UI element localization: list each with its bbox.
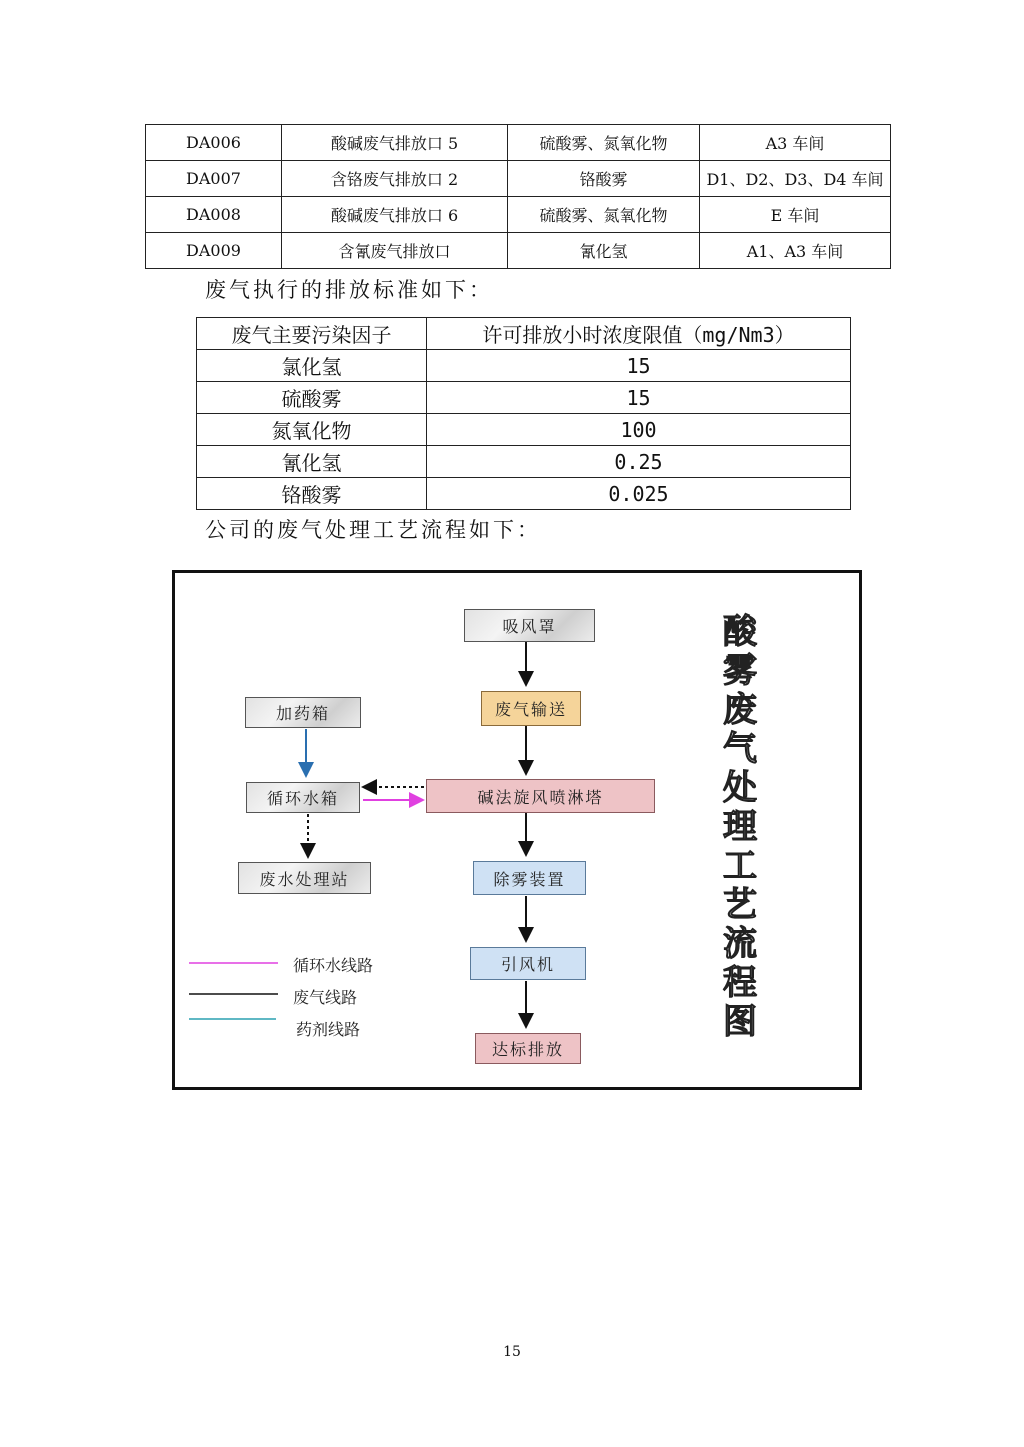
outlet-name: 酸碱废气排放口 5 (282, 125, 508, 161)
outlet-pollutant: 硫酸雾、氮氧化物 (508, 197, 700, 233)
pollutant-name: 氮氧化物 (197, 414, 427, 446)
table-header-row (197, 318, 851, 350)
outlet-code: DA009 (146, 233, 282, 269)
dosing-tank-box: 加药箱 (245, 697, 361, 728)
limit-value: 100 (427, 414, 851, 446)
outlet-pollutant: 硫酸雾、氮氧化物 (508, 125, 700, 161)
outlet-workshop: D1、D2、D3、D4 车间 (700, 161, 891, 197)
legend-label-reagent: 药剂线路 (296, 1020, 361, 1039)
acid-mist-process-flow-diagram (172, 570, 862, 1090)
outlet-code: DA006 (146, 125, 282, 161)
outlet-pollutant: 铬酸雾 (508, 161, 700, 197)
title-char: 艺 (723, 885, 757, 925)
standards-table (196, 317, 851, 510)
limit-value: 0.25 (427, 446, 851, 478)
outlet-pollutant: 氰化氢 (508, 233, 700, 269)
header-limit: 许可排放小时浓度限值（mg/Nm3） (427, 318, 851, 350)
title-char: 废 (723, 690, 757, 730)
outlet-code: DA008 (146, 197, 282, 233)
header-pollutant: 废气主要污染因子 (197, 318, 427, 350)
induced-fan-box: 引风机 (470, 947, 586, 980)
outlet-name: 含氰废气排放口 (282, 233, 508, 269)
outlets-table (145, 124, 891, 269)
scrubber-tower-box: 碱法旋风喷淋塔 (426, 779, 655, 813)
outlet-workshop: E 车间 (700, 197, 891, 233)
outlet-name: 酸碱废气排放口 6 (282, 197, 508, 233)
outlet-code: DA007 (146, 161, 282, 197)
table-row (146, 197, 891, 233)
title-char: 酸 (723, 612, 757, 652)
table-row (146, 161, 891, 197)
pollutant-name: 硫酸雾 (197, 382, 427, 414)
table-row (197, 446, 851, 478)
title-char: 雾 (723, 651, 757, 691)
page-number: 15 (503, 1344, 521, 1360)
limit-value: 0.025 (427, 478, 851, 510)
limit-value: 15 (427, 350, 851, 382)
circulation-tank-box: 循环水箱 (246, 782, 360, 813)
demister-box: 除雾装置 (473, 861, 586, 895)
table-row (197, 478, 851, 510)
title-char: 工 (723, 846, 757, 886)
wastewater-station-box: 废水处理站 (238, 862, 371, 894)
table-row (146, 233, 891, 269)
standards-intro-paragraph: 废气执行的排放标准如下： (205, 278, 493, 302)
hood-box: 吸风罩 (464, 609, 595, 642)
title-char: 流 (723, 924, 757, 964)
discharge-box: 达标排放 (475, 1033, 581, 1064)
title-char: 气 (723, 729, 757, 769)
table-row (197, 382, 851, 414)
pollutant-name: 氯化氢 (197, 350, 427, 382)
title-char: 图 (723, 1002, 757, 1042)
table-row (197, 414, 851, 446)
outlet-workshop: A3 车间 (700, 125, 891, 161)
process-intro-paragraph: 公司的废气处理工艺流程如下： (205, 518, 541, 542)
title-char: 处 (723, 768, 757, 808)
title-char: 程 (723, 963, 757, 1003)
limit-value: 15 (427, 382, 851, 414)
outlet-workshop: A1、A3 车间 (700, 233, 891, 269)
table-row (146, 125, 891, 161)
pollutant-name: 氰化氢 (197, 446, 427, 478)
conveyance-box: 废气输送 (481, 691, 581, 726)
legend-label-gas: 废气线路 (293, 988, 358, 1007)
legend-label-circulation: 循环水线路 (293, 956, 374, 975)
diagram-vertical-title (715, 613, 765, 1042)
title-char: 理 (723, 807, 757, 847)
outlet-name: 含铬废气排放口 2 (282, 161, 508, 197)
pollutant-name: 铬酸雾 (197, 478, 427, 510)
table-row (197, 350, 851, 382)
